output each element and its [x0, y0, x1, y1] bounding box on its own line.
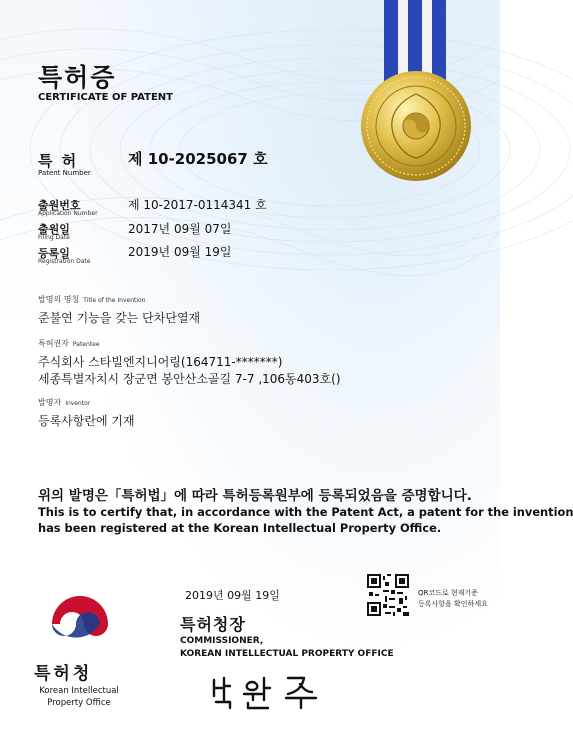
filing-date-value: 2017년 09월 07일 — [128, 222, 232, 236]
office-name-en-1: Korean Intellectual — [39, 686, 119, 696]
invention-title-value: 준불연 기능을 갖는 단차단열재 — [38, 311, 201, 325]
inventor-label-ko: 발명자 — [38, 398, 62, 407]
qr-code-icon — [367, 574, 409, 616]
patent-number-label-en: Patent Number — [38, 169, 91, 177]
application-number-label: 출원번호 — [38, 199, 81, 212]
invention-label-en: Title of the Invention — [83, 297, 146, 304]
application-number-value: 제 10-2017-0114341 호 — [128, 198, 267, 212]
registration-date-label: 등록일 — [38, 247, 70, 260]
certification-statement-ko: 위의 발명은「특허법」에 따라 특허등록원부에 등록되었음을 증명합니다. — [38, 488, 472, 504]
commissioner-title-en-1: COMMISSIONER, — [180, 636, 264, 646]
patentee-name: 주식회사 스타빌엔지니어링(164711-*******) — [38, 355, 283, 369]
patentee-label-en: Patentee — [72, 341, 100, 348]
commissioner-title-en-2: KOREAN INTELLECTUAL PROPERTY OFFICE — [180, 649, 394, 659]
registration-date-value: 2019년 09월 19일 — [128, 245, 232, 259]
invention-label-ko: 발명의 명칭 — [38, 295, 80, 304]
certification-statement-en-1: This is to certify that, in accordance with the Patent Act, a patent for the invention — [38, 505, 573, 519]
certification-statement-en-2: has been registered at the Korean Intellectual Property Office. — [38, 521, 442, 535]
patent-number-label: 특 허 — [38, 152, 79, 170]
registration-date-label-en: Registration Date — [38, 258, 91, 265]
qr-caption-2: 등록사항을 확인하세요 — [418, 600, 488, 608]
patent-number-value: 제 10-2025067 호 — [128, 150, 268, 168]
patentee-label — [38, 338, 100, 349]
commissioner-signature — [208, 670, 328, 710]
patentee-label-ko: 특허권자 — [38, 339, 69, 348]
gold-seal-icon — [360, 70, 472, 182]
issue-date: 2019년 09월 19일 — [185, 589, 280, 602]
filing-date-label: 출원일 — [38, 223, 70, 236]
inventor-label-en: Inventor — [65, 400, 91, 407]
application-number-label-en: Application Number — [38, 210, 98, 217]
patentee-address: 세종특별자치시 장군면 봉안산소골길 7-7 ,106동403호() — [38, 372, 341, 386]
certificate-title: 특허증 — [38, 63, 117, 92]
invention-label — [38, 294, 146, 305]
inventor-value: 등록사항란에 기재 — [38, 414, 135, 428]
office-name-en-2: Property Office — [47, 698, 111, 708]
qr-caption-1: QR코드로 현재기준 — [418, 589, 478, 597]
inventor-label — [38, 397, 90, 408]
taegeuk-logo-icon — [46, 588, 114, 656]
filing-date-label-en: Filing Date — [38, 234, 70, 241]
commissioner-title: 특허청장 — [180, 615, 246, 634]
certificate-title-en: CERTIFICATE OF PATENT — [38, 92, 173, 103]
office-name-ko: 특허청 — [34, 664, 93, 684]
